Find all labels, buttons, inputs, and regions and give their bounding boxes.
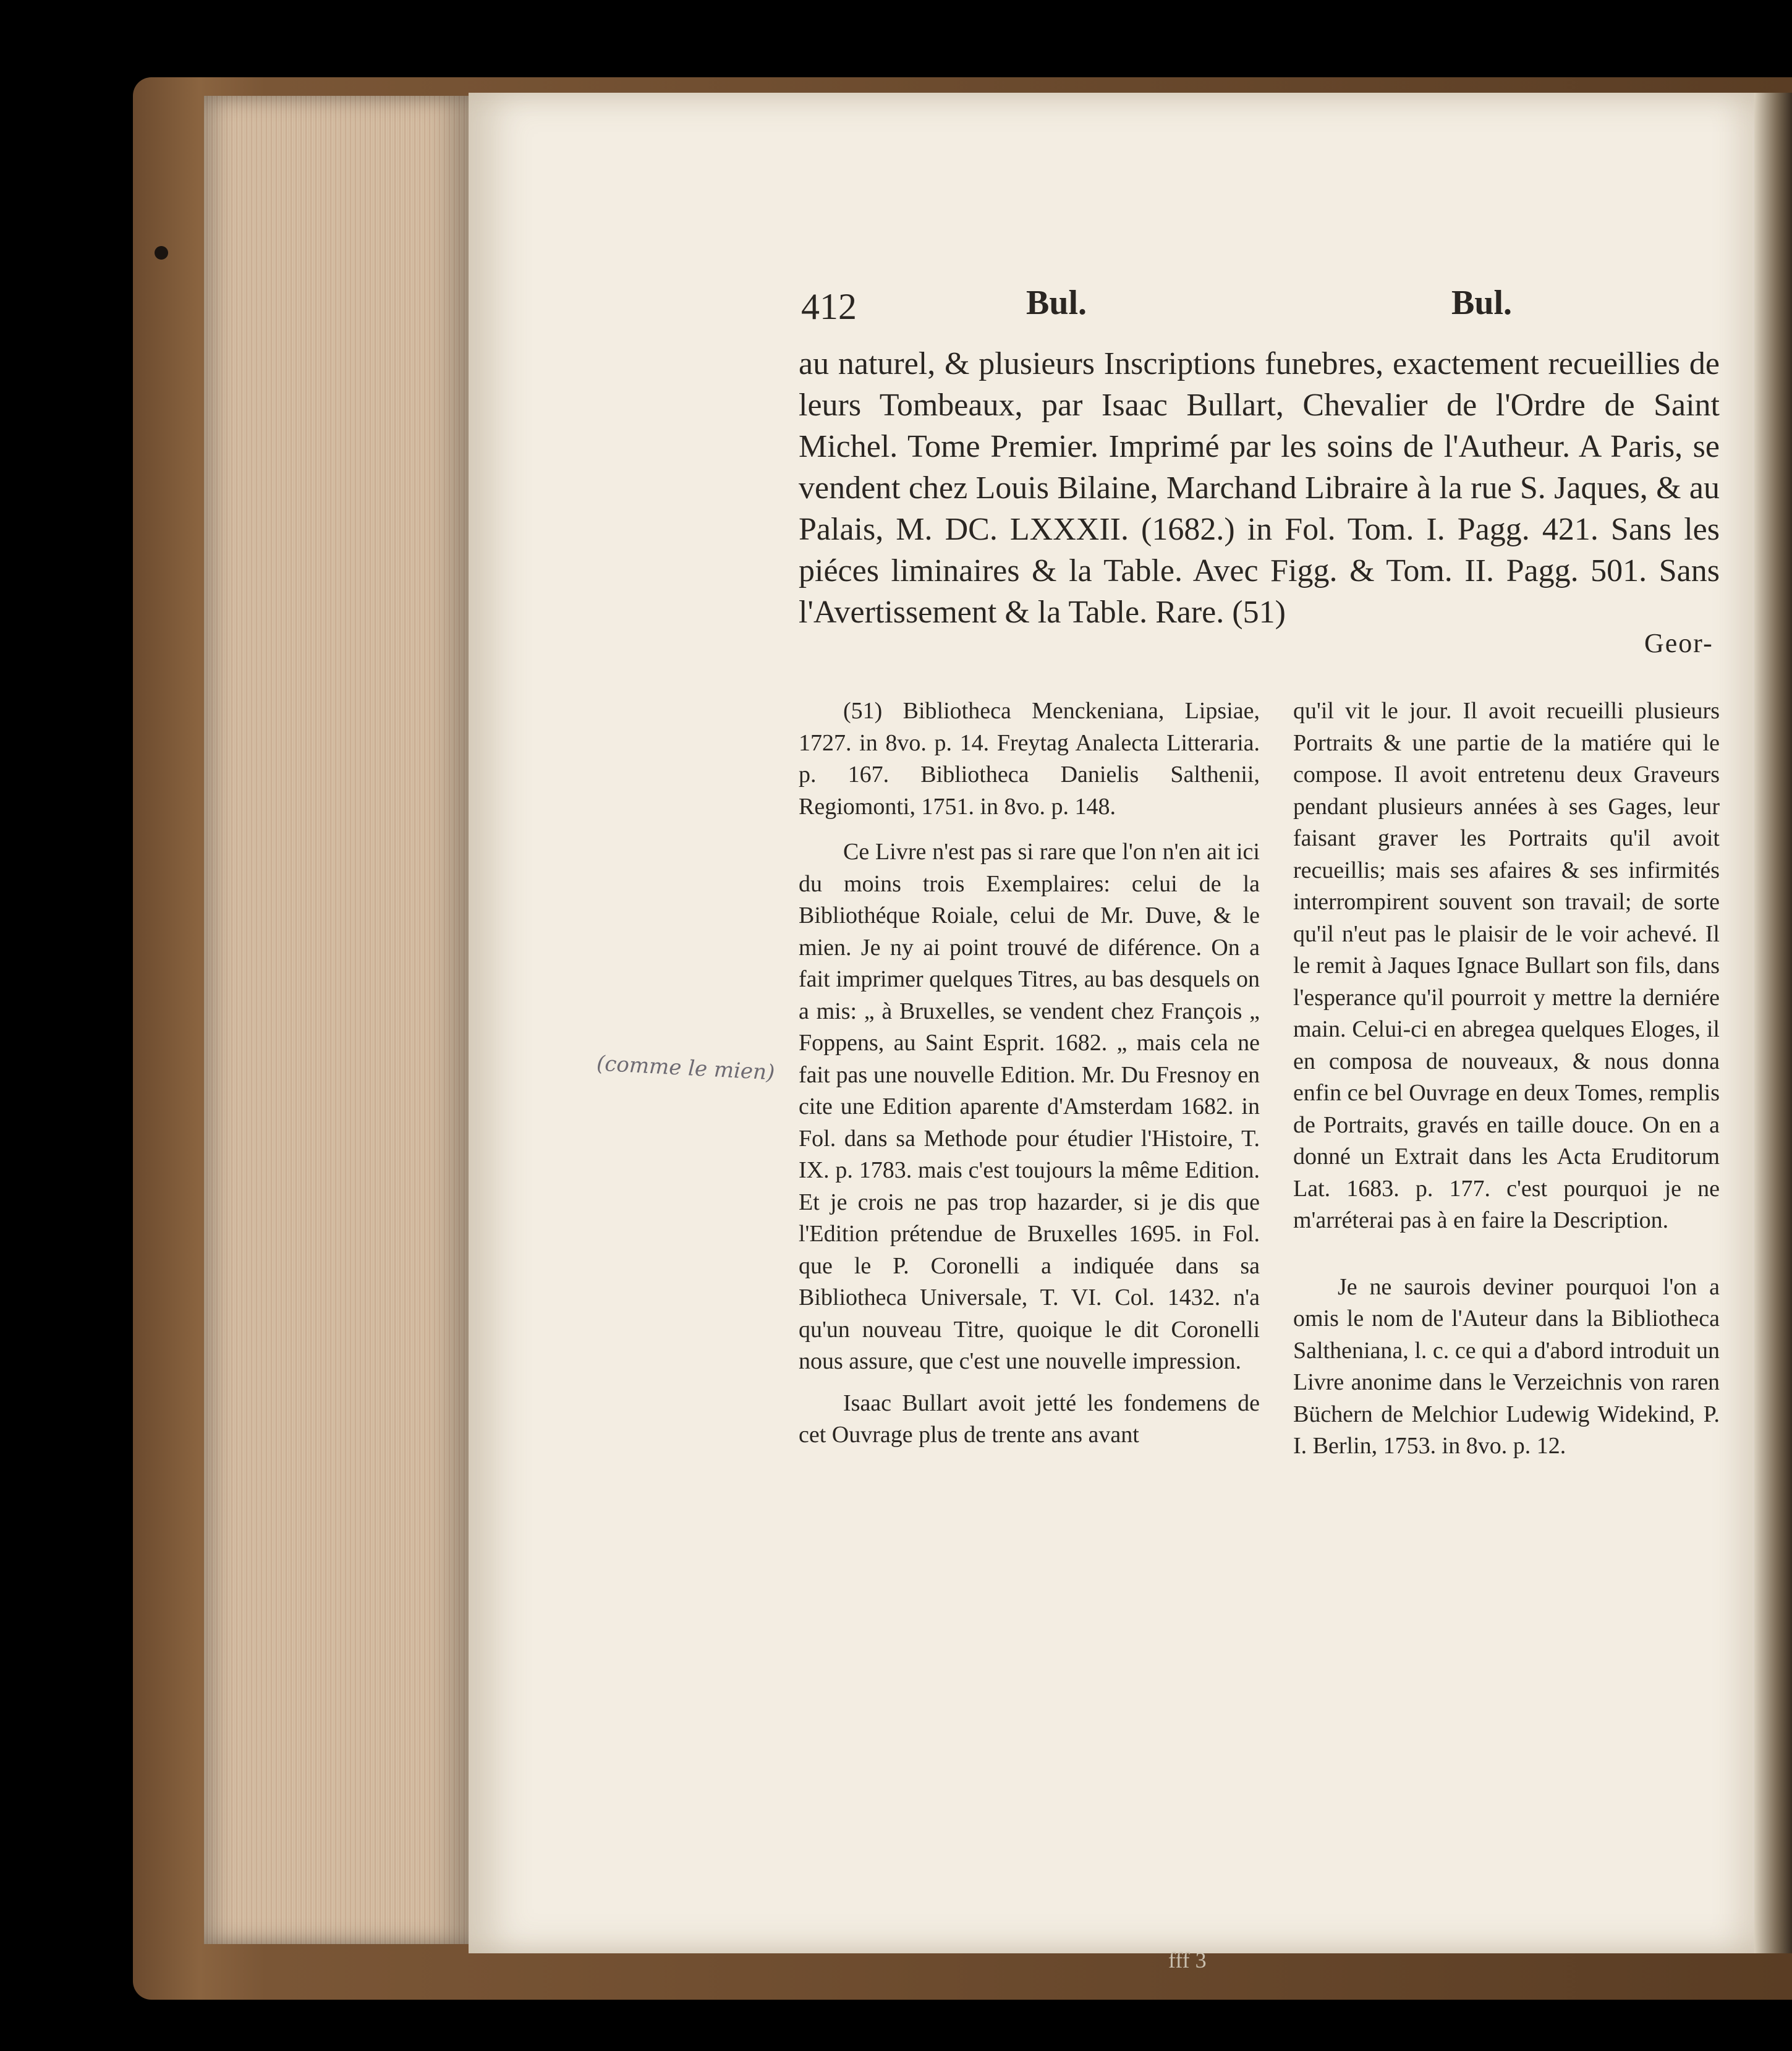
paragraph-continuation: qu'il vit le jour. Il avoit recueilli plusieurs Portraits & une partie de la matiére qui le compose. Il avoit entretenu deux Graveurs pendant plusieurs années à ses Gages, leur faisant graver les Portraits qu'il avoit recueillis; mais ses afaires & ses infirmités interrompirent souvent son travail; de sorte qu'il n'eut pas le plaisir de le voir achevé. Il le remit à Jaques Ignace Bullart son fils, dans l'esperance qu'il pourroit y mettre la derniére main. Celui-ci en abregea quelques Eloges, il en composa de nouveaux, & nous donna enfin ce bel Ouvrage en deux Tomes, remplis de Portraits, gravés en taille douce. On en a donné un Extrait dans les Acta Eruditorum Lat. 1683. p. 177. c'est pourquoi je ne m'arréterai pas à en faire la Description. <box>1293 698 1720 1233</box>
page-block-edge <box>204 96 470 1944</box>
paragraph-author: Je ne saurois deviner pourquoi l'on a omis le nom de l'Auteur dans la Bibliotheca Saltheniana, l. c. ce qui a d'abord introduit un Livre anonime dans le Verzeichnis von raren Büchern de Melchior Ludewig Widekind, P. I. Berlin, 1753. in 8vo. p. 12. <box>1293 1273 1720 1459</box>
bleed-through-mark: fff 3 <box>1168 1948 1207 1972</box>
running-head-left: Bul. <box>1026 284 1087 322</box>
gutter-shadow <box>1754 93 1792 1953</box>
handwritten-margin-note: (comme le mien) <box>596 1051 776 1085</box>
title-entry: au naturel, & plusieurs Inscriptions funebres, exactement recueillies de leurs Tombeaux, par Isaac Bullart, Chevalier de l'Ordre de Saint Michel. Tome Premier. Imprimé par les soins de l'Autheur. A Paris, se vendent chez Louis Bilaine, Marchand Libraire à la rue S. Jaques, & au Palais, M. DC. LXXXII. (1682.) in Fol. Tom. I. Pagg. 421. Sans les piéces liminaires & la Table. Avec Figg. & Tom. II. Pagg. 501. Sans l'Avertissement & la Table. Rare. (51) <box>799 346 1720 630</box>
paragraph-bullart: Isaac Bullart avoit jetté les fondemens de cet Ouvrage plus de trente ans avant <box>799 1390 1260 1448</box>
right-column <box>1293 695 1720 1472</box>
left-column <box>799 695 1260 1461</box>
page-number: 412 <box>801 286 857 327</box>
paragraph-rarity: Ce Livre n'est pas si rare que l'on n'en ait ici du moins trois Exemplaires: celui de la Bibliothéque Roiale, celui de Mr. Duve, & le mien. Je ny ai point trouvé de diférence. On a fait imprimer quelques Titres, au bas desquels on a mis: „ à Bruxelles, se vendent chez François „ Foppens, au Saint Esprit. 1682. „ mais cela ne fait pas une nouvelle Edition. Mr. Du Fresnoy en cite une Edition aparente d'Amsterdam 1682. in Fol. dans sa Methode pour étudier l'Histoire, T. IX. p. 1783. mais c'est toujours la même Edition. Et je crois ne pas trop hazarder, si je dis que l'Edition prétendue de Bruxelles 1695. in Fol. que le P. Coronelli a indiquée dans sa Bibliotheca Universale, T. VI. Col. 1432. n'a qu'un nouveau Titre, quoique le dit Coronelli nous assure, que c'est une nouvelle impression. <box>799 839 1260 1374</box>
catchword: Geor- <box>1644 628 1713 658</box>
cover-pin <box>155 246 168 260</box>
running-head-right: Bul. <box>1451 284 1513 322</box>
footnote-51: (51) Bibliotheca Menckeniana, Lipsiae, 1727. in 8vo. p. 14. Freytag Analecta Litteraria. p. 167. Bibliotheca Danielis Salthenii, Regiomonti, 1751. in 8vo. p. 148. <box>799 698 1260 820</box>
